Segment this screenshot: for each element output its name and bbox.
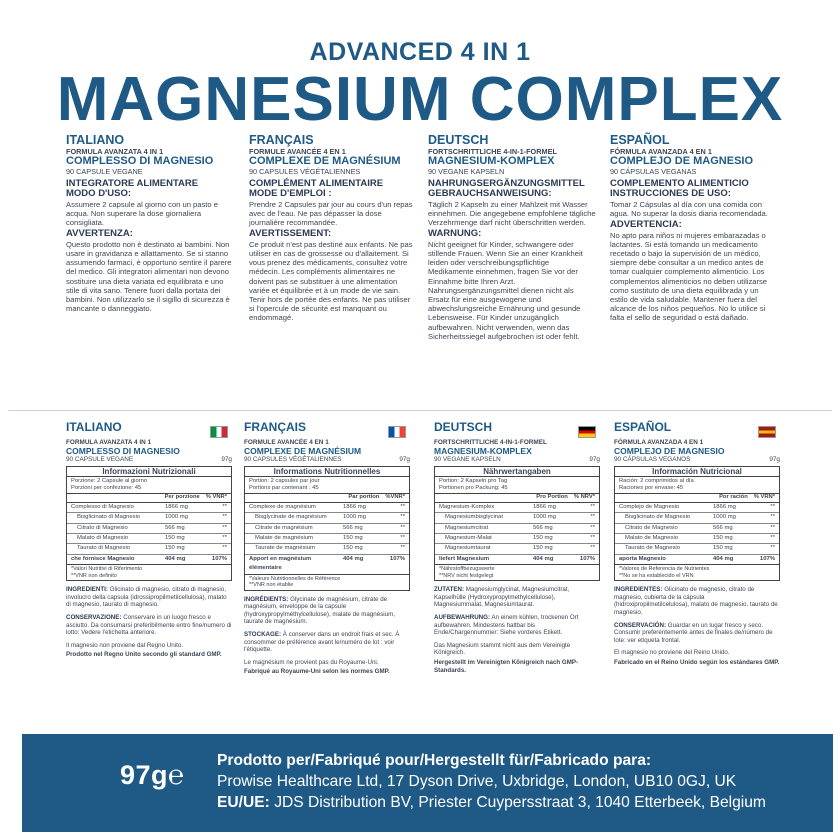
nutrient-nrv: ** — [770, 535, 775, 541]
nutrition-row — [67, 513, 231, 523]
panel-language — [434, 420, 600, 439]
capsule-count: 90 VEGANE KAPSELN — [434, 455, 501, 463]
footnote-1: *Valeurs Nutritionnelles de Référence — [249, 575, 341, 582]
storage — [66, 614, 232, 637]
nutrient-amount: 150 mg — [713, 535, 733, 541]
storage — [434, 614, 600, 637]
table-header — [245, 494, 409, 503]
nutrient-amount: 150 mg — [343, 545, 363, 552]
header-per-portion: Par portion — [348, 493, 380, 500]
nutrient-amount: 1866 mg — [533, 503, 556, 510]
nutrient-nrv: ** — [400, 545, 405, 552]
table-title: Información Nutricional — [615, 467, 779, 478]
gmp-note: Hergestellt im Vereinigten Königreich nach GMP-Standards. — [434, 658, 579, 674]
nutrient-nrv: ** — [222, 545, 227, 552]
warning-text: Questo prodotto non è destinato ai bambini. Non usare in gravidanza e allattamento. Se si stanno assumendo farmaci, è opportuno sentire il parere del medico. Gli integratori alimentari non devono sostituire una dieta variata ed equilibrata e uno stile di vita sano. Tenere fuori dalla portata dei bambini. Non utilizzarlo se il sigillo di sicurezza è mancante o danneggiato. — [66, 239, 232, 314]
formula-line: FÓRMULA AVANZADA 4 EN 1 — [614, 439, 704, 446]
portion-info — [435, 477, 599, 494]
warning-heading: AVVERTENZA: — [66, 228, 133, 240]
table-header — [615, 494, 779, 503]
supplement-heading: NAHRUNGSERGÄNZUNGSMITTEL — [428, 177, 585, 189]
column-language: DEUTSCH — [428, 133, 489, 147]
nutrient-name: Magnesiumcitrat — [445, 524, 489, 531]
language-columns — [66, 133, 786, 406]
nutrient-name: Malate de magnésium — [255, 535, 313, 541]
portion-info — [67, 477, 231, 494]
storage-heading: STOCKAGE: — [244, 631, 282, 638]
storage-text: Conservare in un luogo fresco e asciutto. Da consumarsi preferibilmente entro fine/numero di lotto: Vedere l'etichetta anteriore. — [66, 614, 232, 637]
nutrient-name: Magnesiumbisglycinat — [445, 514, 503, 521]
nutrient-nrv: ** — [222, 535, 227, 541]
nutrient-amount: 404 mg — [533, 555, 554, 562]
nutrient-name: che fornisce Magnesio — [71, 555, 135, 562]
portion-info — [245, 477, 409, 494]
portions-per-pack: Portionen pro Packung: 45 — [439, 485, 508, 492]
nutrient-nrv: ** — [590, 524, 595, 531]
nutrient-name: Bisglicinato de Magnesio — [625, 514, 691, 521]
header-nrv: % VRN* — [753, 493, 775, 500]
nutrition-row — [67, 503, 231, 513]
nutrient-amount: 150 mg — [165, 545, 185, 552]
formula-line: FORTSCHRITTLICHE 4-IN-1-FORMEL — [434, 439, 547, 446]
nutrition-row — [245, 503, 409, 513]
storage — [614, 622, 780, 645]
column-french — [249, 133, 417, 325]
table-footnote — [245, 574, 409, 590]
nutrition-table — [66, 466, 232, 582]
nutrition-row — [615, 534, 779, 544]
nutrition-row — [67, 524, 231, 534]
net-weight: 97g℮ — [120, 760, 185, 790]
nutrition-row — [245, 524, 409, 534]
portion-size: Portion: 2 capsules par jour — [249, 478, 320, 485]
header-nrv: % NRV* — [573, 493, 595, 500]
usage-text: Assumere 2 capsule al giorno con un pasto e acqua. Non superare la dose giornaliera consigliata. — [66, 199, 218, 228]
portions-per-pack: Portions par contenant : 45 — [249, 485, 319, 492]
nutrient-nrv: ** — [400, 503, 405, 510]
warning-heading: AVERTISSEMENT: — [249, 228, 332, 240]
column-language: FRANÇAIS — [249, 133, 314, 147]
ingredients-text: Magnesiumglycinat, Magnesiumcitrat, Kapselhülle (Hydroxypropylmethylcellulose), Magnesiummalat, Magnesiumtaurat. — [434, 586, 570, 609]
ingredients-heading: INGREDIENTES: — [614, 586, 663, 594]
nutrient-name: Malato di Magnesio — [77, 535, 129, 541]
nutrient-amount: 150 mg — [533, 545, 553, 552]
warning-heading: ADVERTENCIA: — [610, 219, 682, 231]
storage-text: Guardar en un lugar fresco y seco. Consumir preferentemente antes de finales de/número de lote: ver etiqueta frontal. — [614, 621, 773, 644]
panel-texts — [244, 596, 410, 676]
france-flag-icon — [388, 426, 406, 438]
nutrient-amount: 150 mg — [165, 535, 185, 541]
table-title: Informazioni Nutrizionali — [67, 467, 231, 478]
table-title: Informations Nutritionnelles — [245, 467, 409, 478]
product-name: MAGNESIUM-KOMPLEX — [434, 445, 532, 456]
ingredients-heading: INGRÉDIENTS: — [244, 595, 289, 603]
nutrient-amount: 1866 mg — [165, 503, 188, 510]
formula-line: FORMULE AVANCÉE 4 EN 1 — [249, 147, 346, 157]
warning-heading: WARNUNG: — [428, 228, 482, 240]
ingredients — [66, 586, 232, 609]
capsule-count: 90 CÁPSULAS VEGANAS — [610, 167, 697, 177]
nutrition-row — [615, 524, 779, 534]
nutrient-name: aporta Magnesio — [619, 555, 666, 562]
nutrition-panel — [66, 420, 232, 659]
footnote-2: **NRV nicht festgelegt — [439, 572, 494, 579]
header-per-portion: Por ración — [719, 493, 748, 500]
product-name: COMPLEXE DE MAGNÉSIUM — [244, 445, 362, 456]
nutrient-amount: 150 mg — [713, 545, 733, 552]
nutrition-row — [67, 534, 231, 544]
panel-language-label: FRANÇAIS — [244, 420, 306, 434]
formula-line: FORMULA AVANZATA 4 IN 1 — [66, 439, 152, 446]
nutrition-row — [615, 544, 779, 554]
eu-label: EU/UE: — [217, 794, 270, 811]
column-spanish — [610, 133, 778, 325]
nutrition-table — [244, 466, 410, 591]
uk-address: Prowise Healthcare Ltd, 17 Dyson Drive, Uxbridge, London, UB10 0GJ, UK — [217, 773, 737, 790]
header-per-portion: Per porzione — [164, 493, 200, 500]
origin-note: El magnesio no proviene del Reino Unido. — [614, 649, 730, 657]
ingredients-heading: ZUTATEN: — [434, 586, 465, 594]
germany-flag-icon — [578, 426, 596, 438]
nutrient-nrv: ** — [222, 514, 227, 521]
panel-texts — [66, 586, 232, 659]
panel-language — [244, 420, 410, 439]
nutrient-nrv: ** — [590, 514, 595, 521]
panel-language-label: DEUTSCH — [434, 420, 493, 434]
nutrition-panel — [434, 420, 600, 674]
storage-heading: CONSERVAZIONE: — [66, 614, 122, 621]
nutrient-amount: 150 mg — [533, 535, 553, 541]
product-name: COMPLEJO DE MAGNESIO — [614, 445, 725, 456]
footnote-2: **VNR non definito — [71, 572, 117, 579]
nutrient-amount: 404 mg — [343, 555, 364, 562]
section-divider — [8, 410, 832, 411]
nutrient-nrv: ** — [770, 524, 775, 531]
footnote-2: **No se ha establecido el VRN — [619, 572, 694, 579]
panel-language — [66, 420, 232, 439]
footnote-1: *Nährstoffbezugswerte — [439, 566, 495, 573]
nutrient-name: Magnesiumtaurat — [445, 545, 491, 552]
nutrient-amount: 1866 mg — [343, 503, 366, 510]
storage-text: À conserver dans un endroit frais et sec. À consommer de préférence avant le/numéro de lot : voir l'étiquette. — [244, 631, 400, 654]
product-name: COMPLEJO DE MAGNESIO — [610, 155, 754, 168]
italy-flag-icon — [210, 426, 228, 438]
warning-text: Nicht geeignet für Kinder, schwangere oder stillende Frauen. Wenn Sie an einer Krankheit leiden oder verschreibungspflichtige Medikamente einnehmen, fragen Sie vor der Einnahme bitte Ihren Arzt. Nahrungsergänzungsmittel dienen nicht als Ersatz für eine ausgewogene und abwechslungsreiche Ernährung und gesunde Lebensweise. Für Kinder unzugänglich aufbewahren. Nicht verwenden, wenn das Sicherheitssiegel aufgebrochen ist oder fehlt. — [428, 239, 583, 341]
ingredients-text: Glicinato di magnesio, citrato di magnesio, involucro della capsula (idrossipropilmetilcellulosa), malato di magnesio, taurato di magnesio. — [66, 586, 227, 609]
nutrient-nrv: 107% — [211, 555, 227, 562]
nutrition-row — [245, 544, 409, 554]
warning-text: No apto para niños ni mujeres embarazadas o lactantes. Si está tomando un medicamento recetado o bajo la supervisión de un médico, siempre debe consultar a un medico antes de tomar cualquier complemento alimenticio. Los complementos alimenticios no deben utilizarse como sustituto de una dieta equilibrada y un estilo de vida saludable. Mantener fuera del alcance de los niños pequeños. No lo utilice si falta el sello de seguridad o está dañado. — [610, 230, 768, 323]
nutrient-name: Taurate de magnésium — [255, 545, 315, 552]
nutrition-row — [435, 544, 599, 554]
nutrient-name: Complesso di Magnesio — [71, 503, 134, 510]
nutrition-row — [245, 534, 409, 544]
nutrient-amount: 404 mg — [713, 555, 734, 562]
storage-text: An einem kühlen, trockenen Ort aufbewahren. Mindestens haltbar bis Ende/Chargennummer: Siehe vorderes Etikett. — [434, 614, 579, 637]
capsule-count: 90 VEGANE KAPSELN — [428, 167, 505, 177]
eu-address — [217, 792, 766, 813]
nutrition-panel — [614, 420, 780, 667]
usage-text: Tomar 2 Cápsulas al día con una comida con agua. No superar la dosis diaria recomendada. — [610, 199, 768, 218]
nutrition-row — [435, 555, 599, 564]
nutrient-nrv: 107% — [579, 555, 595, 562]
usage-text: Täglich 2 Kapseln zu einer Mahlzeit mit Wasser einnehmen. Die angegebene empfohlene tägliche Verzehrmenge darf nicht überschritten werden. — [428, 199, 596, 228]
panel-texts — [434, 586, 600, 674]
nutrition-table — [434, 466, 600, 582]
column-language: ITALIANO — [66, 133, 125, 147]
column-german — [428, 133, 596, 343]
capsule-count: 90 CAPSULES VÉGÉTALIENNES — [249, 167, 361, 177]
nutrient-name: liefert Magnesium — [439, 555, 490, 562]
usage-heading: INSTRUCCIONES DE USO: — [610, 188, 731, 200]
nutrient-amount: 150 mg — [343, 535, 363, 541]
portion-size: Portion: 2 Kapseln pro Tag — [439, 478, 508, 485]
nutrient-amount: 566 mg — [533, 524, 553, 531]
ingredients-text: Glicinato de magnesio, citrato de magnesio, cubierta de la cápsula (hidroxipropilmetilcelulosa), malato de magnesio, taurato de magnesio. — [614, 586, 778, 616]
table-footnote — [435, 564, 599, 580]
header-per-portion: Pro Portion — [536, 493, 568, 500]
capsule-weight-row — [244, 456, 410, 464]
nutrient-name: Taurato di Magnesio — [77, 545, 131, 552]
footer-bar — [22, 734, 833, 832]
nutrient-amount: 566 mg — [343, 524, 363, 531]
nutrition-row — [67, 555, 231, 564]
nutrition-row — [245, 513, 409, 523]
nutrition-row — [435, 503, 599, 513]
header — [0, 38, 840, 134]
nutrient-amount: 1000 mg — [343, 514, 366, 521]
storage — [244, 631, 410, 654]
nutrient-nrv: 107% — [389, 555, 405, 562]
panel-language-label: ESPAÑOL — [614, 420, 672, 434]
capsule-count: 90 CAPSULE VEGANE — [66, 167, 143, 177]
nutrient-nrv: ** — [400, 514, 405, 521]
portion-size: Ración: 2 comprimidos al día — [619, 478, 694, 485]
product-name: COMPLESSO DI MAGNESIO — [66, 155, 214, 168]
weight: 97g — [399, 455, 410, 463]
nutrition-row — [615, 555, 779, 564]
nutrient-name: Citrate de magnésium — [255, 524, 313, 531]
nutrition-row — [615, 513, 779, 523]
product-name: COMPLEXE DE MAGNÉSIUM — [249, 155, 401, 168]
nutrient-nrv: ** — [590, 545, 595, 552]
header-subtitle: ADVANCED 4 IN 1 — [309, 38, 531, 66]
nutrient-amount: 1000 mg — [713, 514, 736, 521]
nutrient-amount: 1000 mg — [165, 514, 188, 521]
nutrient-amount: 1000 mg — [533, 514, 556, 521]
nutrient-nrv: ** — [590, 503, 595, 510]
nutrient-nrv: ** — [222, 503, 227, 510]
warning-text: Ce produit n'est pas destiné aux enfants. Ne pas utiliser en cas de grossesse ou d'allaitement. Si vous prenez des médicaments, consultez votre médecin. Les compléments alimentaires ne doivent pas se substituer à une alimentation variée et équilibrée et à un mode de vie sain. Tenir hors de portée des enfants. Ne pas utiliser si l'opercule de sécurité est manquant ou endommagé. — [249, 239, 413, 323]
supplement-heading: COMPLÉMENT ALIMENTAIRE — [249, 177, 384, 189]
header-title: MAGNESIUM COMPLEX — [56, 65, 784, 134]
header-nrv: % VNR* — [205, 493, 227, 500]
nutrition-row — [435, 534, 599, 544]
nutrient-nrv: 107% — [759, 555, 775, 562]
origin-note: Il magnesio non proviene dal Regno Unito. — [66, 641, 183, 649]
nutrient-nrv: ** — [400, 535, 405, 541]
nutrient-name: Complexe de magnésium — [249, 503, 316, 510]
nutrient-name: Complejo de Magnesio — [619, 503, 680, 510]
capsule-weight-row — [66, 456, 232, 464]
nutrient-nrv: ** — [770, 545, 775, 552]
nutrient-name: Malato de Magnesio — [625, 535, 679, 541]
manufacturer-heading: Prodotto per/Fabriqué pour/Hergestellt für/Fabricado para: — [217, 752, 652, 769]
formula-line: FORMULA AVANZATA 4 IN 1 — [66, 147, 164, 157]
ingredients — [434, 586, 600, 609]
nutrient-amount: 404 mg — [165, 555, 186, 562]
nutrition-row — [435, 524, 599, 534]
manufacturer-info — [217, 750, 766, 813]
weight: 97g — [221, 455, 232, 463]
panel-texts — [614, 586, 780, 666]
header-nrv: %VNR* — [385, 493, 405, 500]
nutrition-panels — [66, 420, 786, 720]
origin-note: Das Magnesium stammt nicht aus dem Vereinigte Königreich. — [434, 641, 571, 657]
footnote-1: *Valores de Referencia de Nutrientes — [619, 566, 710, 573]
nutrient-amount: 566 mg — [165, 524, 185, 531]
nutrient-name: Magnesium-Komplex — [439, 503, 495, 510]
footnote-2: **VNR non établie — [249, 582, 294, 589]
nutrient-nrv: ** — [222, 524, 227, 531]
nutrient-name: Taurato de Magnesio — [625, 545, 681, 552]
capsule-count: 90 CÁPSULAS VEGANOS — [614, 455, 691, 463]
formula-line: FORMULE AVANCÉE 4 EN 1 — [244, 439, 329, 446]
nutrient-amount: 566 mg — [713, 524, 733, 531]
nutrition-row — [435, 513, 599, 523]
nutrient-nrv: ** — [770, 503, 775, 510]
nutrition-row — [67, 544, 231, 554]
table-footnote — [67, 564, 231, 580]
portions-per-pack: Raciones por envase: 45 — [619, 485, 684, 492]
ingredients — [244, 596, 410, 626]
nutrient-name: Bisglycinate de magnésium — [255, 514, 327, 521]
nutrient-amount: 1866 mg — [713, 503, 736, 510]
nutrition-panel — [244, 420, 410, 676]
footnote-1: *Valori Nutritivi di Riferimento — [71, 566, 143, 573]
formula-line: FORTSCHRITTLICHE 4-IN-1-FORMEL — [428, 147, 557, 157]
table-title: Nährwertangaben — [435, 467, 599, 478]
storage-heading: CONSERVACIÓN: — [614, 621, 667, 629]
nutrient-name: Citrato de Magnesio — [625, 524, 678, 531]
portions-per-pack: Porzioni per confezione: 45 — [71, 485, 142, 492]
usage-text: Prendre 2 Capsules par jour au cours d'un repas avec de l'eau. Ne pas dépasser la dose journalière recommandée. — [249, 199, 413, 228]
gmp-note: Fabriqué au Royaume-Uni selon les normes GMP. — [244, 668, 390, 676]
nutrition-table — [614, 466, 780, 582]
gmp-note: Fabricado en el Reino Unido según los estándares GMP. — [614, 658, 780, 666]
capsule-count: 90 CAPSULE VEGANE — [66, 455, 134, 463]
column-language: ESPAÑOL — [610, 133, 670, 147]
nutrient-name: Magnesium-Malat — [445, 535, 492, 541]
ingredients-heading: INGREDIENTI: — [66, 586, 108, 594]
capsule-count: 90 CAPSULES VÉGÉTALIENNES — [244, 455, 342, 463]
formula-line: FÓRMULA AVANZADA 4 EN 1 — [610, 147, 712, 157]
portion-info — [615, 477, 779, 494]
origin-note: Le magnésium ne provient pas du Royaume-Uni. — [244, 658, 379, 666]
nutrient-name: Citrato di Magnesio — [77, 524, 128, 531]
table-footnote — [615, 564, 779, 580]
nutrient-name: Apport en magnésium élémentaire — [249, 555, 312, 572]
table-header — [67, 494, 231, 503]
nutrient-nrv: ** — [770, 514, 775, 521]
ingredients-text: Glycinate de magnésium, citrate de magnésium, enveloppe de la capsule (hydroxypropylméthylcellulose), malate de magnésium, taurate de magnésium. — [244, 595, 395, 626]
gmp-note: Prodotto nel Regno Unito secondo gli standard GMP. — [66, 651, 222, 659]
usage-heading: MODO D'USO: — [66, 188, 132, 200]
eu-address-text: JDS Distribution BV, Priester Cuypersstraat 3, 1040 Etterbeek, Belgium — [269, 794, 766, 811]
product-name: MAGNESIUM-KOMPLEX — [428, 155, 555, 168]
table-header — [435, 494, 599, 503]
column-italian — [66, 133, 234, 315]
nutrient-name: Bisglicinato di Magnesio — [77, 514, 141, 521]
nutrition-row — [615, 503, 779, 513]
storage-heading: AUFBEWAHRUNG: — [434, 614, 491, 621]
capsule-weight-row — [434, 456, 600, 464]
panel-language-label: ITALIANO — [66, 420, 122, 434]
usage-heading: MODE D'EMPLOI : — [249, 188, 332, 200]
nutrient-nrv: ** — [590, 535, 595, 541]
capsule-weight-row — [614, 456, 780, 464]
supplement-heading: INTEGRATORE ALIMENTARE — [66, 177, 199, 189]
supplement-heading: COMPLEMENTO ALIMENTICIO — [610, 177, 749, 189]
nutrition-row — [245, 555, 409, 574]
product-name: COMPLESSO DI MAGNESIO — [66, 445, 180, 456]
ingredients — [614, 586, 780, 616]
nutrient-nrv: ** — [400, 524, 405, 531]
portion-size: Porzione: 2 Capsule al giorno — [71, 478, 148, 485]
spain-flag-icon — [758, 426, 776, 438]
usage-heading: GEBRAUCHSANWEISUNG: — [428, 188, 552, 200]
weight: 97g — [589, 455, 600, 463]
weight: 97g — [769, 455, 780, 463]
panel-language — [614, 420, 780, 439]
